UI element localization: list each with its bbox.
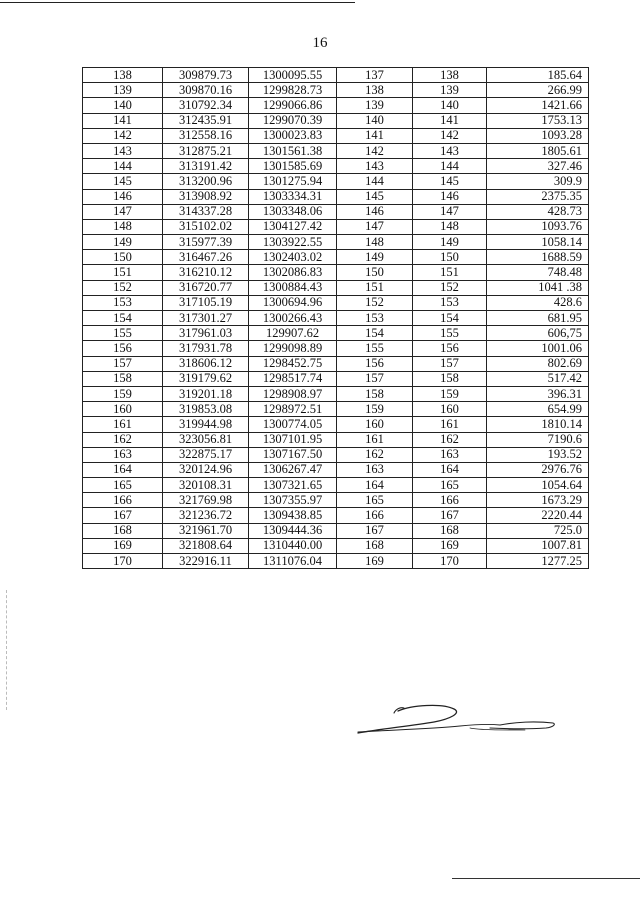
table-cell: 139 (83, 83, 163, 98)
table-row (83, 295, 589, 310)
table-cell: 1306267.47 (249, 462, 337, 477)
top-rule (0, 2, 355, 3)
table-cell: 159 (413, 386, 487, 401)
table-cell: 309879.73 (163, 68, 249, 83)
table-cell: 396.31 (487, 386, 589, 401)
table-cell: 317105.19 (163, 295, 249, 310)
table-cell: 1303922.55 (249, 235, 337, 250)
table-cell: 164 (413, 462, 487, 477)
table-cell: 156 (83, 341, 163, 356)
table-cell: 160 (413, 402, 487, 417)
table-cell: 266.99 (487, 83, 589, 98)
table-cell: 170 (413, 554, 487, 569)
table-cell: 153 (413, 295, 487, 310)
table-cell: 1309438.85 (249, 508, 337, 523)
table-cell: 1277.25 (487, 554, 589, 569)
table-row (83, 326, 589, 341)
table-cell: 1298908.97 (249, 386, 337, 401)
table-cell: 145 (337, 189, 413, 204)
table-cell: 152 (413, 280, 487, 295)
table-cell: 153 (337, 311, 413, 326)
table-cell: 323056.81 (163, 432, 249, 447)
table-row (83, 98, 589, 113)
table-cell: 162 (337, 447, 413, 462)
table-cell: 168 (337, 538, 413, 553)
table-cell: 149 (337, 250, 413, 265)
table-row (83, 128, 589, 143)
table-cell: 156 (413, 341, 487, 356)
table-cell: 157 (413, 356, 487, 371)
table-cell: 146 (83, 189, 163, 204)
table-cell: 137 (337, 68, 413, 83)
table-cell: 1307355.97 (249, 493, 337, 508)
table-cell: 1307167.50 (249, 447, 337, 462)
table-cell: 139 (337, 98, 413, 113)
table-cell: 145 (413, 174, 487, 189)
table-cell: 146 (337, 204, 413, 219)
table-row (83, 219, 589, 234)
table-cell: 163 (337, 462, 413, 477)
table-body (83, 68, 589, 569)
table-cell: 319853.08 (163, 402, 249, 417)
table-cell: 147 (413, 204, 487, 219)
table-row (83, 356, 589, 371)
table-cell: 154 (337, 326, 413, 341)
table-cell: 165 (337, 493, 413, 508)
table-cell: 144 (83, 159, 163, 174)
table-cell: 321808.64 (163, 538, 249, 553)
table-cell: 152 (83, 280, 163, 295)
table-cell: 313908.92 (163, 189, 249, 204)
table-cell: 151 (83, 265, 163, 280)
table-cell: 654.99 (487, 402, 589, 417)
table-cell: 158 (83, 371, 163, 386)
table-cell: 1753.13 (487, 113, 589, 128)
table-cell: 140 (83, 98, 163, 113)
table-cell: 1310440.00 (249, 538, 337, 553)
table-cell: 169 (83, 538, 163, 553)
table-row (83, 311, 589, 326)
table-cell: 312875.21 (163, 143, 249, 158)
table-cell: 1302403.02 (249, 250, 337, 265)
table-row (83, 432, 589, 447)
table-cell: 1298517.74 (249, 371, 337, 386)
table-cell: 141 (83, 113, 163, 128)
table-cell: 1302086.83 (249, 265, 337, 280)
table-row (83, 143, 589, 158)
table-cell: 167 (337, 523, 413, 538)
table-cell: 162 (83, 432, 163, 447)
table-cell: 155 (413, 326, 487, 341)
table-cell: 320108.31 (163, 478, 249, 493)
table-cell: 138 (413, 68, 487, 83)
table-cell: 129907.62 (249, 326, 337, 341)
table-row (83, 402, 589, 417)
table-cell: 140 (413, 98, 487, 113)
table-cell: 170 (83, 554, 163, 569)
table-cell: 309.9 (487, 174, 589, 189)
table-cell: 1303334.31 (249, 189, 337, 204)
table-row (83, 280, 589, 295)
table-cell: 322916.11 (163, 554, 249, 569)
table-cell: 317931.78 (163, 341, 249, 356)
table-cell: 141 (413, 113, 487, 128)
table-row (83, 554, 589, 569)
table-cell: 1304127.42 (249, 219, 337, 234)
table-cell: 1688.59 (487, 250, 589, 265)
table-cell: 315102.02 (163, 219, 249, 234)
table-row (83, 250, 589, 265)
table-cell: 1300884.43 (249, 280, 337, 295)
table-cell: 312435.91 (163, 113, 249, 128)
table-cell: 748.48 (487, 265, 589, 280)
table-cell: 148 (83, 219, 163, 234)
table-cell: 167 (413, 508, 487, 523)
table-cell: 150 (337, 265, 413, 280)
table-cell: 139 (413, 83, 487, 98)
table-cell: 1299828.73 (249, 83, 337, 98)
table-cell: 1299066.86 (249, 98, 337, 113)
table-cell: 168 (413, 523, 487, 538)
table-cell: 1307101.95 (249, 432, 337, 447)
table-cell: 161 (83, 417, 163, 432)
table-cell: 1058.14 (487, 235, 589, 250)
table-row (83, 447, 589, 462)
table-cell: 314337.28 (163, 204, 249, 219)
table-cell: 145 (83, 174, 163, 189)
table-row (83, 68, 589, 83)
table-cell: 154 (413, 311, 487, 326)
table-cell: 144 (337, 174, 413, 189)
table-cell: 428.73 (487, 204, 589, 219)
table-cell: 141 (337, 128, 413, 143)
table-cell: 1298452.75 (249, 356, 337, 371)
table-cell: 148 (413, 219, 487, 234)
table-cell: 1007.81 (487, 538, 589, 553)
table-row (83, 386, 589, 401)
table-cell: 1309444.36 (249, 523, 337, 538)
table-cell: 164 (83, 462, 163, 477)
table-cell: 315977.39 (163, 235, 249, 250)
table-cell: 147 (83, 204, 163, 219)
table-cell: 1301585.69 (249, 159, 337, 174)
table-cell: 157 (83, 356, 163, 371)
table-row (83, 113, 589, 128)
table-row (83, 508, 589, 523)
table-cell: 1054.64 (487, 478, 589, 493)
table-cell: 316210.12 (163, 265, 249, 280)
table-row (83, 235, 589, 250)
table-cell: 1421.66 (487, 98, 589, 113)
table-row (83, 523, 589, 538)
table-cell: 165 (83, 478, 163, 493)
table-cell: 725.0 (487, 523, 589, 538)
table-cell: 321236.72 (163, 508, 249, 523)
table-cell: 1805.61 (487, 143, 589, 158)
table-row (83, 189, 589, 204)
table-cell: 143 (337, 159, 413, 174)
table-cell: 138 (337, 83, 413, 98)
table-cell: 1093.28 (487, 128, 589, 143)
table-cell: 681.95 (487, 311, 589, 326)
signature-image (350, 695, 560, 745)
table-cell: 163 (413, 447, 487, 462)
table-row (83, 159, 589, 174)
table-cell: 148 (337, 235, 413, 250)
table-cell: 185.64 (487, 68, 589, 83)
table-cell: 144 (413, 159, 487, 174)
table-row (83, 341, 589, 356)
table-cell: 150 (83, 250, 163, 265)
table-cell: 140 (337, 113, 413, 128)
table-cell: 1673.29 (487, 493, 589, 508)
table-cell: 2220.44 (487, 508, 589, 523)
coordinates-table (82, 67, 589, 569)
table-cell: 193.52 (487, 447, 589, 462)
table-cell: 155 (337, 341, 413, 356)
table-cell: 143 (413, 143, 487, 158)
bottom-rule (452, 878, 640, 879)
table-cell: 149 (83, 235, 163, 250)
table-cell: 316467.26 (163, 250, 249, 265)
table-cell: 1041 .38 (487, 280, 589, 295)
table-cell: 327.46 (487, 159, 589, 174)
table-cell: 159 (83, 386, 163, 401)
table-row (83, 538, 589, 553)
table-cell: 164 (337, 478, 413, 493)
table-cell: 322875.17 (163, 447, 249, 462)
table-cell: 517.42 (487, 371, 589, 386)
table-cell: 313191.42 (163, 159, 249, 174)
table-cell: 146 (413, 189, 487, 204)
table-cell: 1301275.94 (249, 174, 337, 189)
table-cell: 316720.77 (163, 280, 249, 295)
table-cell: 1311076.04 (249, 554, 337, 569)
table-cell: 168 (83, 523, 163, 538)
table-cell: 161 (337, 432, 413, 447)
table-row (83, 174, 589, 189)
table-cell: 2375.35 (487, 189, 589, 204)
table-cell: 157 (337, 371, 413, 386)
table-cell: 2976.76 (487, 462, 589, 477)
table-cell: 1298972.51 (249, 402, 337, 417)
table-cell: 7190.6 (487, 432, 589, 447)
table-cell: 158 (337, 386, 413, 401)
table-cell: 161 (413, 417, 487, 432)
table-cell: 149 (413, 235, 487, 250)
table-cell: 155 (83, 326, 163, 341)
table-cell: 1300694.96 (249, 295, 337, 310)
table-cell: 142 (83, 128, 163, 143)
table-cell: 1307321.65 (249, 478, 337, 493)
table-row (83, 371, 589, 386)
table-row (83, 417, 589, 432)
table-cell: 163 (83, 447, 163, 462)
table-cell: 1300774.05 (249, 417, 337, 432)
table-cell: 159 (337, 402, 413, 417)
table-cell: 309870.16 (163, 83, 249, 98)
table-cell: 147 (337, 219, 413, 234)
table-cell: 1299098.89 (249, 341, 337, 356)
table-cell: 138 (83, 68, 163, 83)
table-cell: 160 (83, 402, 163, 417)
table-cell: 156 (337, 356, 413, 371)
table-cell: 169 (413, 538, 487, 553)
table-cell: 310792.34 (163, 98, 249, 113)
table-cell: 318606.12 (163, 356, 249, 371)
table-cell: 1093.76 (487, 219, 589, 234)
table-row (83, 83, 589, 98)
table-cell: 1300023.83 (249, 128, 337, 143)
table-cell: 151 (413, 265, 487, 280)
table-cell: 1303348.06 (249, 204, 337, 219)
table-cell: 158 (413, 371, 487, 386)
table-cell: 802.69 (487, 356, 589, 371)
table-cell: 428.6 (487, 295, 589, 310)
table-cell: 162 (413, 432, 487, 447)
table-row (83, 265, 589, 280)
table-cell: 606,75 (487, 326, 589, 341)
table-cell: 312558.16 (163, 128, 249, 143)
table-row (83, 462, 589, 477)
table-cell: 319179.62 (163, 371, 249, 386)
table-cell: 313200.96 (163, 174, 249, 189)
table-cell: 1300095.55 (249, 68, 337, 83)
table-cell: 167 (83, 508, 163, 523)
table-cell: 166 (83, 493, 163, 508)
table-row (83, 478, 589, 493)
table-cell: 1300266.43 (249, 311, 337, 326)
table-cell: 166 (337, 508, 413, 523)
table-cell: 317301.27 (163, 311, 249, 326)
table-cell: 321769.98 (163, 493, 249, 508)
table-cell: 160 (337, 417, 413, 432)
table-cell: 1810.14 (487, 417, 589, 432)
table-cell: 150 (413, 250, 487, 265)
table-cell: 142 (337, 143, 413, 158)
table-cell: 320124.96 (163, 462, 249, 477)
table-cell: 166 (413, 493, 487, 508)
table-cell: 142 (413, 128, 487, 143)
margin-mark (6, 590, 8, 710)
table-cell: 321961.70 (163, 523, 249, 538)
table-cell: 153 (83, 295, 163, 310)
page-number: 16 (312, 35, 328, 51)
table-cell: 1301561.38 (249, 143, 337, 158)
table-cell: 143 (83, 143, 163, 158)
table-cell: 151 (337, 280, 413, 295)
table-cell: 165 (413, 478, 487, 493)
table-cell: 319201.18 (163, 386, 249, 401)
table-row (83, 204, 589, 219)
table-cell: 152 (337, 295, 413, 310)
table-cell: 154 (83, 311, 163, 326)
table-cell: 1299070.39 (249, 113, 337, 128)
table-cell: 1001.06 (487, 341, 589, 356)
table-cell: 319944.98 (163, 417, 249, 432)
table-cell: 317961.03 (163, 326, 249, 341)
table-cell: 169 (337, 554, 413, 569)
table-row (83, 493, 589, 508)
